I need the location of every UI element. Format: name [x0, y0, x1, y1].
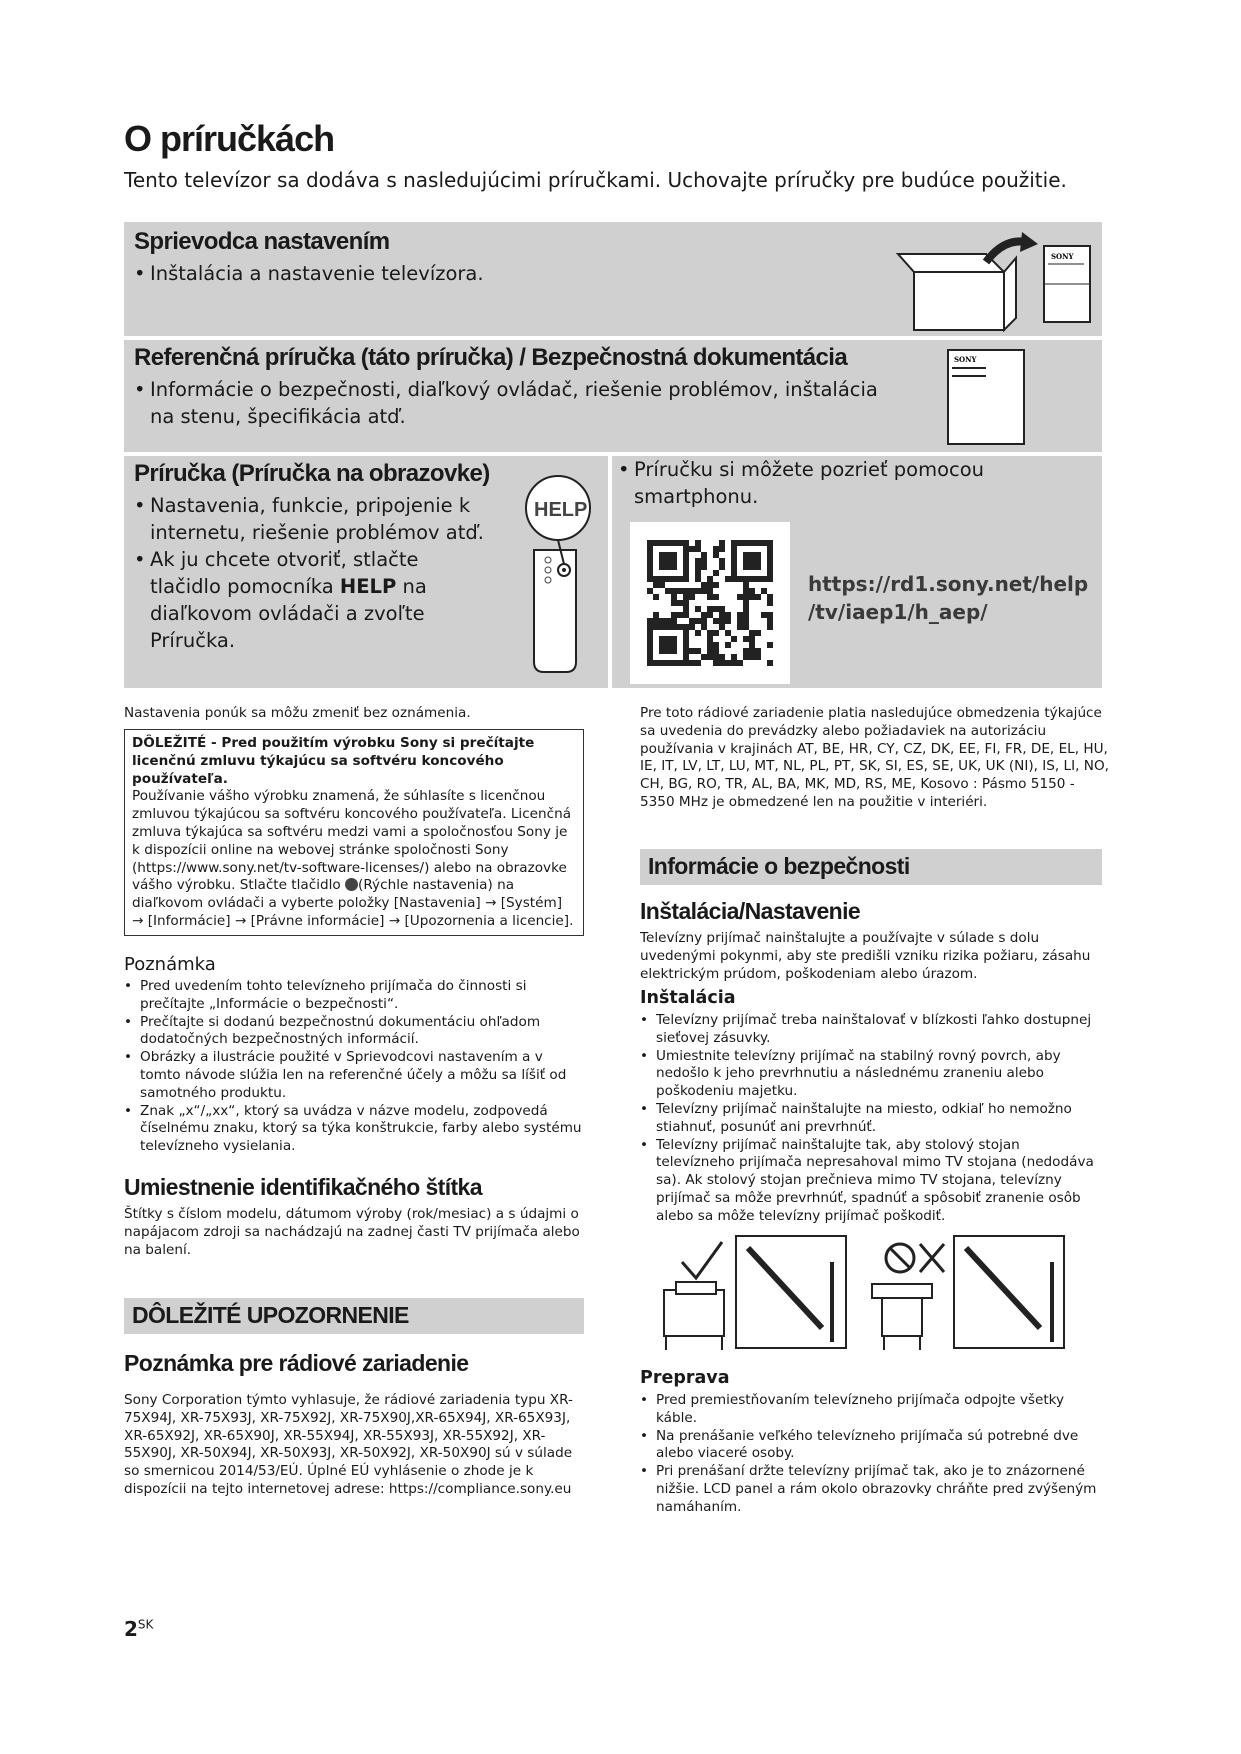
important-notice-bar — [124, 1298, 584, 1334]
radio-note-heading: Poznámka pre rádiové zariadenie — [124, 1350, 469, 1376]
note-heading: Poznámka — [124, 954, 216, 975]
tv-stand-illustration — [656, 1232, 1076, 1352]
check-icon — [682, 1242, 722, 1278]
installation-item: • Umiestnite televízny prijímač na stabilný rovný povrch, aby nedošlo k jeho prevrhnutiu a následnému zraneniu alebo poškodeniu majetku. — [640, 1048, 1102, 1101]
installation-subheading: Inštalácia — [640, 988, 736, 1008]
quick-settings-icon — [345, 878, 358, 891]
note-item: • Znak „x“/„xx“, ktorý sa uvádza v názve modelu, zodpovedá číselnému znaku, ktorý sa týka konštrukcie, farby alebo systému televízneho vysielania. — [124, 1103, 584, 1156]
help-guide-heading: Príručka (Príručka na obrazovke) — [134, 460, 490, 487]
license-text: Používanie vášho výrobku znamená, že súhlasíte s licenčnou zmluvou týkajúcou sa softvéru koncového používateľa. Licenčná zmluva týkajúca sa softvéru medzi vami a spoločnosťou Sony je k dispozícii online na webovej stránke spoločnosti Sony (https://www.sony.net/tv-software-licenses/) alebo na obrazovke vášho výrobku. Stlačte tlačidlo (Rýchle nastavenia) na diaľkovom ovládači a vyberte položky [Nastavenia] → [Systém] → [Informácie] → [Právne informácie] → [Upozornenia a licencie]. — [132, 788, 574, 929]
page-title: O príručkách — [124, 118, 335, 159]
help-guide-bullet-1: • Nastavenia, funkcie, pripojenie k internetu, riešenie problémov atď. — [134, 492, 494, 546]
manual-booklet-illustration — [946, 348, 1028, 446]
note-item: • Obrázky a ilustrácie použité v Sprievodcovi nastavením a v tomto návode slúžia len na referenčné účely a môžu sa líšiť od samotného produktu. — [124, 1049, 584, 1102]
smartphone-bullet: • Príručku si môžete pozrieť pomocou smartphonu. — [618, 456, 1018, 510]
setup-guide-box — [124, 222, 1102, 336]
transport-subheading: Preprava — [640, 1368, 730, 1388]
help-guide-box — [124, 456, 608, 688]
note-item: • Prečítajte si dodanú bezpečnostnú dokumentáciu ohľadom dodatočných bezpečnostných informácií. — [124, 1014, 584, 1050]
sony-logo: SONY — [954, 355, 977, 364]
qr-module — [767, 660, 773, 666]
installation-item: • Televízny prijímač nainštalujte tak, aby stolový stojan televízneho prijímača nepresahoval mimo TV stojana (nedodáva sa). Ak stolový stojan prečnieva mimo TV stojana, televízny prijímač sa môže prevrhnúť, spadnúť a spôsobiť zranenie osôb alebo sa môže televízny prijímač poškodiť. — [640, 1137, 1102, 1226]
box-and-guide-illustration — [894, 232, 1094, 332]
qr-code[interactable] — [630, 522, 790, 684]
note-list — [124, 978, 584, 1156]
reference-guide-bullet: • Informácie o bezpečnosti, diaľkový ovládač, riešenie problémov, inštalácia na stenu, špecifikácia atď. — [134, 376, 894, 430]
help-url[interactable]: https://rd1.sony.net/help /tv/iaep1/h_aep/ — [808, 572, 1089, 624]
transport-item: • Na prenášanie veľkého televízneho prijímača sú potrebné dve alebo viaceré osoby. — [640, 1428, 1102, 1464]
transport-list — [640, 1392, 1102, 1517]
label-location-heading: Umiestnenie identifikačného štítka — [124, 1174, 482, 1200]
note-item: • Pred uvedením tohto televízneho prijímača do činnosti si prečítajte „Informácie o bezpečnosti“. — [124, 978, 584, 1014]
important-notice-heading: DÔLEŽITÉ UPOZORNENIE — [132, 1302, 409, 1328]
intro-text: Tento televízor sa dodáva s nasledujúcimi príručkami. Uchovajte príručky pre budúce použitie. — [124, 168, 1067, 192]
radio-note-text: Sony Corporation týmto vyhlasuje, že rádiové zariadenia typu XR-75X94J, XR-75X93J, XR-75X92J, XR-75X90J,XR-65X94J, XR-65X93J, XR-65X92J, XR-65X90J, XR-55X94J, XR-55X93J, XR-55X92J, XR-55X90J, XR-50X94J, XR-50X93J, XR-50X92J, XR-50X90J sú v súlade so smernicou 2014/53/EÚ. Úplné EÚ vyhlásenie o zhode je k dispozícii na tejto internetovej adrese: https://compliance.sony.eu — [124, 1392, 573, 1497]
transport-item: • Pri prenášaní držte televízny prijímač tak, ako je to znázornené nižšie. LCD panel a rám okolo obrazovky chráňte pred zvýšeným namáhaním. — [640, 1463, 1102, 1516]
sony-logo: SONY — [1051, 252, 1074, 261]
page-number: $2^{SK}$ — [124, 1617, 154, 1641]
installation-list — [640, 1012, 1102, 1226]
smartphone-box — [612, 456, 1102, 688]
reference-guide-box — [124, 340, 1102, 452]
license-heading: DÔLEŽITÉ - Pred použitím výrobku Sony si prečítajte licenčnú zmluvu týkajúcu sa softvéru koncového používateľa. — [132, 735, 535, 787]
installation-setup-text: Televízny prijímač nainštalujte a používajte v súlade s dolu uvedenými pokynmi, aby ste predišli vzniku rizika požiaru, zásahu elektrickým prúdom, poškodeniam alebo úrazom. — [640, 930, 1091, 982]
installation-setup-heading: Inštalácia/Nastavenie — [640, 898, 861, 924]
radio-restrictions-text: Pre toto rádiové zariadenie platia nasledujúce obmedzenia týkajúce sa uvedenia do prevádzky alebo požiadaviek na autorizáciu používania v krajinách AT, BE, HR, CY, CZ, DK, EE, FI, FR, DE, EL, HU, IE, IT, LV, LT, LU, MT, NL, PL, PT, SK, SI, ES, SE, UK, UK (NI), IS, LI, NO, CH, BG, RO, TR, AL, BA, MK, MD, RS, ME, Kosovo : Pásmo 5150 - 5350 MHz je obmedzené len na použitie v interiéri. — [640, 705, 1109, 810]
remote-control-illustration — [520, 466, 600, 676]
setup-guide-bullet: • Inštalácia a nastavenie televízora. — [134, 260, 834, 287]
label-location-text: Štítky s číslom modelu, dátumom výroby (rok/mesiac) a s údajmi o napájacom zdroji sa nachádzajú na zadnej časti TV prijímača alebo na balení. — [124, 1206, 580, 1258]
help-guide-bullet-2: • Ak ju chcete otvoriť, stlačte tlačidlo pomocníka HELP na diaľkovom ovládači a zvoľte Príručka. — [134, 546, 494, 654]
important-license-box — [124, 729, 584, 936]
installation-item: • Televízny prijímač treba nainštalovať v blízkosti ľahko dostupnej sieťovej zásuvky. — [640, 1012, 1102, 1048]
transport-item: • Pred premiestňovaním televízneho prijímača odpojte všetky káble. — [640, 1392, 1102, 1428]
settings-notice: Nastavenia ponúk sa môžu zmeniť bez oznámenia. — [124, 705, 471, 721]
installation-item: • Televízny prijímač nainštalujte na miesto, odkiaľ ho nemožno stiahnuť, posunúť ani prevrhnúť. — [640, 1101, 1102, 1137]
safety-info-bar — [640, 849, 1102, 885]
help-icon: HELP — [534, 499, 588, 521]
reference-guide-heading: Referenčná príručka (táto príručka) / Bezpečnostná dokumentácia — [134, 344, 848, 371]
safety-info-heading: Informácie o bezpečnosti — [648, 853, 910, 879]
setup-guide-heading: Sprievodca nastavením — [134, 228, 390, 255]
